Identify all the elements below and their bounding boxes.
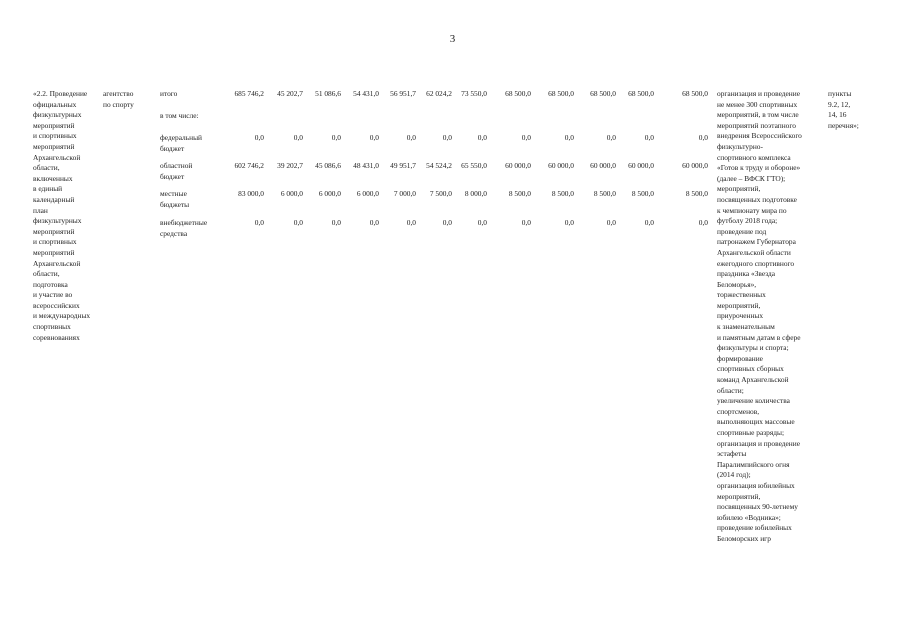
table-cell: 60 000,0 [505,161,531,170]
table-cell: 0,0 [293,218,303,227]
table-cell: 8 500,0 [685,189,708,198]
row-label: местные бюджеты [160,189,190,209]
table-cell: 68 500,0 [505,89,531,98]
table-cell: 0,0 [644,218,654,227]
table-cell: 602 746,2 [234,161,264,170]
table-cell: 7 500,0 [429,189,452,198]
table-cell: 8 500,0 [508,189,531,198]
table-cell: 0,0 [606,218,616,227]
table-cell: 49 951,7 [390,161,416,170]
row-label: итого [160,89,178,98]
table-cell: 6 000,0 [280,189,303,198]
table-cell: 0,0 [406,218,416,227]
table-cell: 83 000,0 [238,189,264,198]
table-cell: 0,0 [331,133,341,142]
table-cell: 0,0 [293,133,303,142]
table-cell: 65 550,0 [461,161,487,170]
table-cell: 60 000,0 [628,161,654,170]
table-cell: 0,0 [331,218,341,227]
row-label: внебюджетные средства [160,218,208,238]
table-cell: 51 086,6 [315,89,341,98]
table-cell: 0,0 [564,218,574,227]
table-cell: 60 000,0 [548,161,574,170]
table-cell: 62 024,2 [426,89,452,98]
table-cell: 68 500,0 [628,89,654,98]
table-cell: 68 500,0 [682,89,708,98]
table-cell: 0,0 [406,133,416,142]
table-cell: 0,0 [369,133,379,142]
table-cell: 0,0 [564,133,574,142]
row-label: в том числе: [160,111,199,120]
table-cell: 6 000,0 [318,189,341,198]
table-cell: 0,0 [254,218,264,227]
table-cell: 8 500,0 [631,189,654,198]
table-cell: 0,0 [521,218,531,227]
measure-name: «2.2. Проведение официальных физкультурных мероприятий и спортивных мероприятий Архангельской области, включенных в единый календарный план физкультурных мероприятий и спортивных мероприятий Архангельской области, подготовка и участие во всероссийских и международных спортивных соревнованиях [33,89,91,342]
table-cell: 48 431,0 [353,161,379,170]
executor: агентство по спорту [103,89,134,109]
table-cell: 0,0 [698,133,708,142]
table-cell: 0,0 [477,218,487,227]
table-cell: 0,0 [369,218,379,227]
table-cell: 68 500,0 [548,89,574,98]
table-cell: 45 202,7 [277,89,303,98]
table-cell: 0,0 [606,133,616,142]
table-cell: 0,0 [698,218,708,227]
table-cell: 56 951,7 [390,89,416,98]
row-label: областной бюджет [160,161,193,181]
table-cell: 60 000,0 [590,161,616,170]
table-cell: 39 202,7 [277,161,303,170]
table-cell: 0,0 [442,218,452,227]
table-cell: 6 000,0 [356,189,379,198]
table-cell: 7 000,0 [393,189,416,198]
table-cell: 54 431,0 [353,89,379,98]
table-cell: 68 500,0 [590,89,616,98]
table-cell: 73 550,0 [461,89,487,98]
table-cell: 8 000,0 [464,189,487,198]
indicator-reference: пункты 9.2, 12, 14, 16 перечня»; [828,89,859,130]
table-cell: 0,0 [644,133,654,142]
table-cell: 0,0 [521,133,531,142]
page-number: 3 [449,33,456,45]
table-cell: 45 086,6 [315,161,341,170]
row-label: федеральный бюджет [160,133,202,153]
expected-results: организация и проведение не менее 300 спортивных мероприятий, в том числе мероприятий поэтапного внедрения Всероссийского физкультурно- спортивного комплекса «Готов к труду и обороне» (далее – ВФСК ГТО); мероприятий, посвященных подготовке к чемпионату мира по футболу 2018 года; проведение под патронажем Губернатора Архангельской области ежегодного спортивного праздника «Звезда Беломорья», торжественных мероприятий, приуроченных к знаменательным и памятным датам в сфере физкультуры и спорта; формирование спортивных сборных команд Архангельской области; увеличение количества спортсменов, выполняющих массовые спортивные разряды; организация и проведение эстафеты Паралимпийского огня (2014 год); организация юбилейных мероприятий, посвященных 90-летнему юбилею «Водника»; проведение юбилейных Беломорских игр [717,89,802,543]
table-cell: 8 500,0 [551,189,574,198]
table-cell: 8 500,0 [593,189,616,198]
table-cell: 0,0 [477,133,487,142]
table-cell: 60 000,0 [682,161,708,170]
table-cell: 0,0 [442,133,452,142]
table-cell: 685 746,2 [234,89,264,98]
table-cell: 54 524,2 [426,161,452,170]
table-cell: 0,0 [254,133,264,142]
